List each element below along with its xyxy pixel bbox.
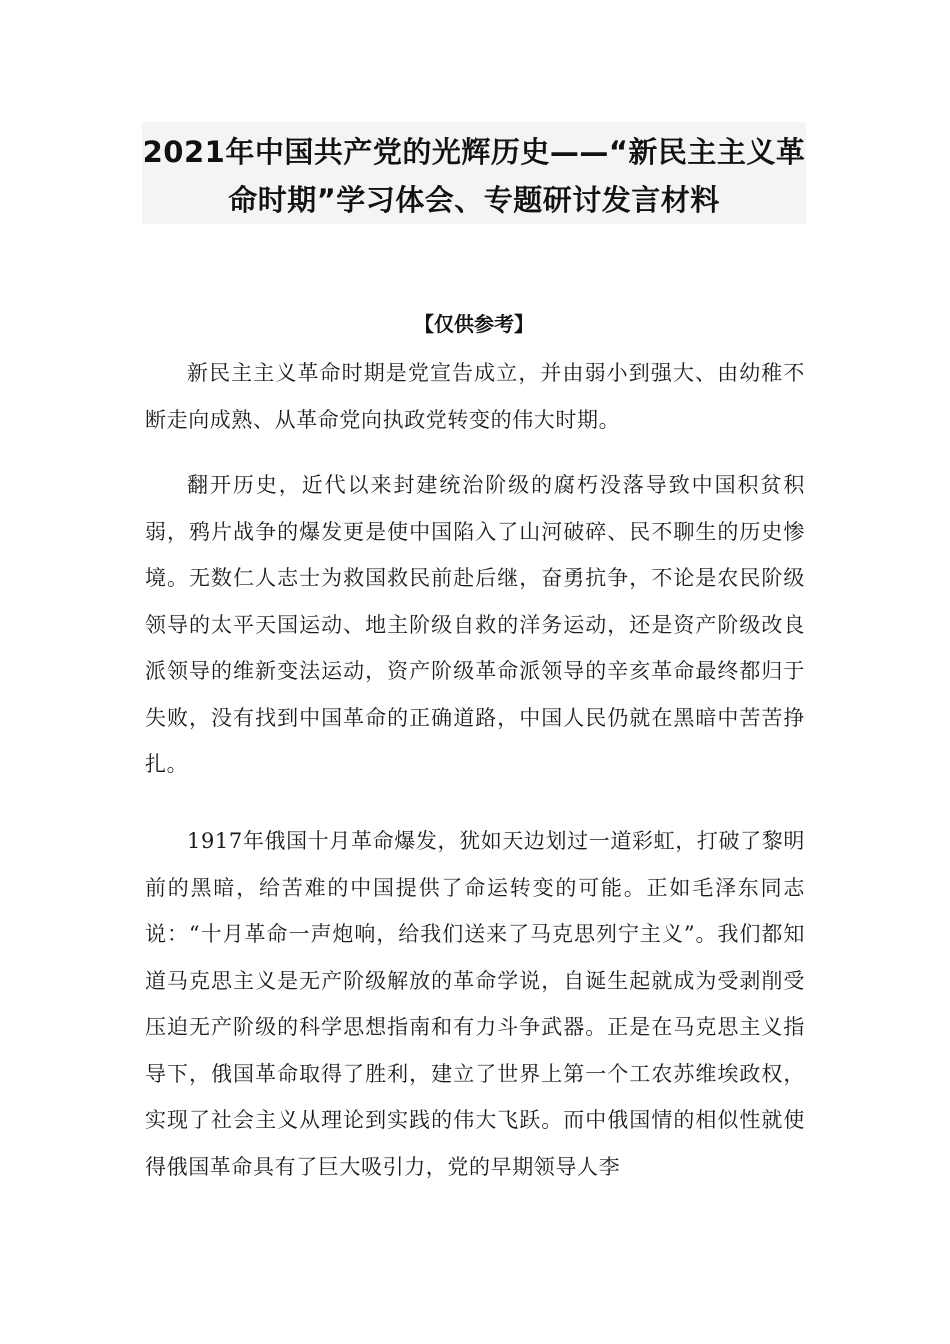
document-title: 2021年中国共产党的光辉历史——“新民主主义革命时期”学习体会、专题研讨发言材料 <box>142 135 806 217</box>
paragraph-october-revolution: 1917年俄国十月革命爆发，犹如天边划过一道彩虹，打破了黎明前的黑暗，给苦难的中国提供了命运转变的可能。正如毛泽东同志说：“十月革命一声炮响，给我们送来了马克思列宁主义”。我们都知道马克思主义是无产阶级解放的革命学说，自诞生起就成为受剥削受压迫无产阶级的科学思想指南和有力斗争武器。正是在马克思主义指导下，俄国革命取得了胜利，建立了世界上第一个工农苏维埃政权，实现了社会主义从理论到实践的伟大飞跃。而中俄国情的相似性就使得俄国革命具有了巨大吸引力，党的早期领导人李 <box>145 829 805 1179</box>
reference-note: 【仅供参考】 <box>414 312 534 336</box>
paragraph-history: 翻开历史，近代以来封建统治阶级的腐朽没落导致中国积贫积弱，鸦片战争的爆发更是使中国陷入了山河破碎、民不聊生的历史惨境。无数仁人志士为救国救民前赴后继，奋勇抗争，不论是农民阶级领导的太平天国运动、地主阶级自救的洋务运动，还是资产阶级改良派领导的维新变法运动，资产阶级革命派领导的辛亥革命最终都归于失败，没有找到中国革命的正确道路，中国人民仍就在黑暗中苦苦挣扎。 <box>145 473 805 776</box>
paragraph-intro: 新民主主义革命时期是党宣告成立，并由弱小到强大、由幼稚不断走向成熟、从革命党向执政党转变的伟大时期。 <box>145 361 805 432</box>
